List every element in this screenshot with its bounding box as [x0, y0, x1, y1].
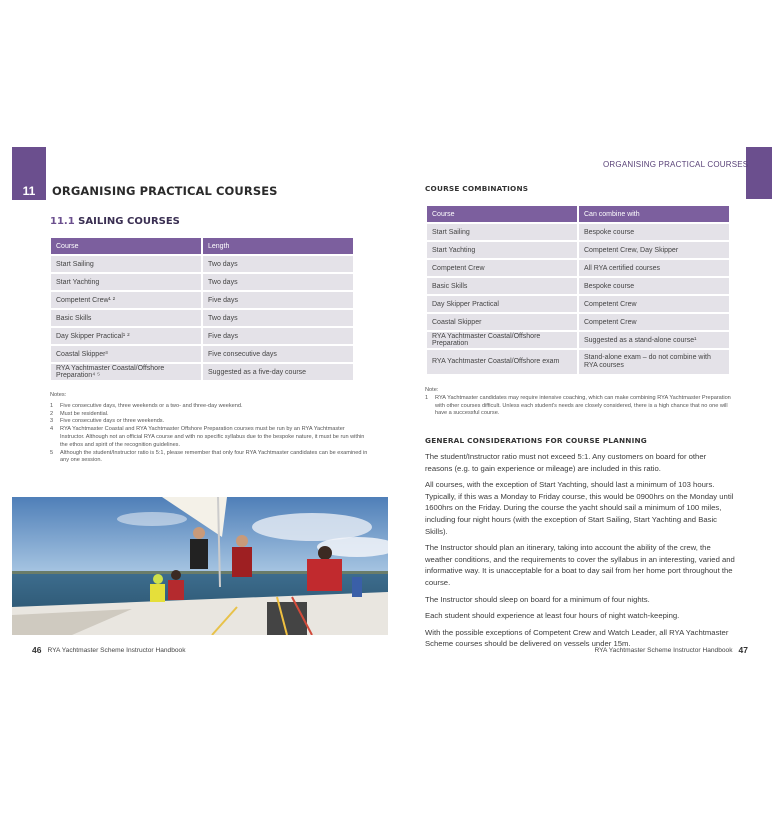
- header-length: Length: [203, 238, 353, 254]
- table-row: [51, 328, 353, 344]
- note-item: [50, 450, 370, 466]
- section-number: 11.1: [50, 216, 75, 227]
- note-item: [50, 403, 370, 411]
- note-text: Although the student/Instructor ratio is 5:1, please remember that only four RYA Yachtmaster candidates can be examined in any one session.: [60, 449, 368, 464]
- table-cell: Competent Crew: [579, 296, 729, 312]
- table-row: [51, 292, 353, 308]
- table-row: [427, 224, 729, 240]
- table-row: [51, 310, 353, 326]
- note-number: 4: [50, 426, 54, 433]
- table-row: [427, 332, 729, 348]
- notes-label: Notes:: [50, 392, 67, 398]
- note-item: [425, 395, 735, 418]
- table-cell: Two days: [203, 274, 353, 290]
- table-cell: Two days: [203, 310, 353, 326]
- table-cell: Start Yachting: [51, 274, 201, 290]
- sailing-photo-illustration: [12, 497, 388, 635]
- table-cell: Coastal Skipper: [427, 314, 577, 330]
- table-cell: RYA Yachtmaster Coastal/Offshore Preparation: [427, 332, 577, 348]
- table-cell: Bespoke course: [579, 224, 729, 240]
- footer-left-text: RYA Yachtmaster Scheme Instructor Handbook: [47, 646, 186, 654]
- table-cell: Bespoke course: [579, 278, 729, 294]
- note-number: 1: [50, 402, 54, 409]
- running-header: ORGANISING PRACTICAL COURSES: [603, 160, 749, 169]
- note-text: Five consecutive days, three weekends or a two- and three-day weekend.: [60, 402, 243, 409]
- table-row: [51, 256, 353, 272]
- header-course: Course: [427, 206, 577, 222]
- table-row: [427, 350, 729, 374]
- table-cell: Stand-alone exam – do not combine with RYA courses: [579, 350, 729, 374]
- table-cell: Five days: [203, 328, 353, 344]
- table-row: [427, 260, 729, 276]
- table-header-row: [427, 206, 729, 222]
- chapter-tab-right: [746, 147, 772, 199]
- table-cell: Basic Skills: [427, 278, 577, 294]
- note-item: [50, 411, 370, 419]
- table-cell: Start Sailing: [427, 224, 577, 240]
- table-cell: Suggested as a five-day course: [203, 364, 353, 380]
- header-course: Course: [51, 238, 201, 254]
- paragraph: Each student should experience at least four hours of night watch-keeping.: [425, 611, 680, 621]
- note-text: RYA Yachtmaster candidates may require intensive coaching, which can make combining RYA Yachtmaster Preparation with other courses difficult. Unless each student's needs are closely considered, there is a high chance that no one will have a successful course.: [435, 394, 731, 417]
- notes-right: [425, 387, 735, 418]
- notes-left: [50, 392, 370, 465]
- sailing-courses-table: [49, 236, 355, 382]
- table-cell: Two days: [203, 256, 353, 272]
- note-text: Five consecutive days or three weekends.: [60, 418, 165, 425]
- footer-left: [32, 645, 186, 655]
- paragraph: The student/Instructor ratio must not exceed 5:1. Any customers on board for other reasons (e.g. to gain experience or mileage) are included in this ratio.: [425, 452, 707, 473]
- table-cell: Competent Crew: [427, 260, 577, 276]
- table-cell: Competent Crew, Day Skipper: [579, 242, 729, 258]
- table-cell: RYA Yachtmaster Coastal/Offshore exam: [427, 350, 577, 374]
- notes-label: Note:: [425, 387, 439, 393]
- paragraph: The Instructor should plan an itinerary, taking into account the ability of the crew, the weather conditions, and the requirements to cover the syllabus in an interesting, varied and informative way. It is unacceptable for a boat to day sail from her home port throughout the course.: [425, 543, 735, 587]
- note-text: Must be residential.: [60, 410, 109, 417]
- note-number: 1: [425, 394, 429, 401]
- table-row: [51, 346, 353, 362]
- table-cell: Day Skipper Practical: [427, 296, 577, 312]
- note-number: 2: [50, 410, 54, 417]
- table-row: [427, 242, 729, 258]
- section-heading: [50, 216, 180, 227]
- book-spread: [0, 147, 784, 667]
- general-considerations-body: [425, 451, 735, 655]
- footer-right: [594, 645, 748, 655]
- table-cell: Five days: [203, 292, 353, 308]
- footer-right-text: RYA Yachtmaster Scheme Instructor Handbook: [594, 646, 733, 654]
- header-combine: Can combine with: [579, 206, 729, 222]
- course-combinations-heading: COURSE COMBINATIONS: [425, 184, 529, 193]
- table-cell: Basic Skills: [51, 310, 201, 326]
- table-cell: Start Yachting: [427, 242, 577, 258]
- note-number: 5: [50, 449, 54, 456]
- course-combinations-table: [425, 204, 731, 376]
- table-cell: All RYA certified courses: [579, 260, 729, 276]
- chapter-heading: [12, 182, 392, 200]
- note-item: [50, 418, 370, 426]
- table-row: [427, 296, 729, 312]
- note-number: 3: [50, 418, 54, 425]
- table-cell: Competent Crew¹ ²: [51, 292, 201, 308]
- chapter-number: 11: [12, 182, 46, 200]
- table-cell: Day Skipper Practical¹ ²: [51, 328, 201, 344]
- sailing-photo: [12, 497, 388, 635]
- page-number-right: 47: [738, 645, 748, 655]
- table-cell: Coastal Skipper³: [51, 346, 201, 362]
- table-header-row: [51, 238, 353, 254]
- table-row: [51, 364, 353, 380]
- table-cell: Start Sailing: [51, 256, 201, 272]
- table-row: [427, 314, 729, 330]
- table-cell: RYA Yachtmaster Coastal/Offshore Preparation⁴ ⁵: [51, 364, 201, 380]
- paragraph: With the possible exceptions of Competent Crew and Watch Leader, all RYA Yachtmaster Scheme courses should be delivered on vessels under 15m.: [425, 627, 729, 649]
- page-number-left: 46: [32, 645, 42, 655]
- general-considerations-heading: GENERAL CONSIDERATIONS FOR COURSE PLANNING: [425, 436, 647, 445]
- left-page: [0, 147, 392, 667]
- paragraph: All courses, with the exception of Start Yachting, should last a minimum of 103 hours. Typically, if this was a Monday to Friday course, this would be 0900hrs on the Monday until 1600hrs on the Friday. During the course the yacht should sail a minimum of 100 miles, including four night hours (with the exception of Start Sailing, Start Yachting and Basic Skills).: [425, 480, 734, 536]
- table-row: [51, 274, 353, 290]
- table-cell: Suggested as a stand-alone course¹: [579, 332, 729, 348]
- paragraph: The Instructor should sleep on board for a minimum of four nights.: [425, 594, 650, 604]
- note-text: RYA Yachtmaster Coastal and RYA Yachtmaster Offshore Preparation courses must be run by an RYA Yachtmaster Instructor. Although not an official RYA course and with no specific syllabus due to the bespoke nature, it must be run within the ethos and spirit of the recognition guidelines.: [60, 426, 365, 448]
- table-cell: Competent Crew: [579, 314, 729, 330]
- chapter-title: ORGANISING PRACTICAL COURSES: [52, 184, 278, 198]
- note-item: [50, 426, 370, 449]
- section-title: SAILING COURSES: [78, 216, 180, 227]
- table-cell: Five consecutive days: [203, 346, 353, 362]
- table-row: [427, 278, 729, 294]
